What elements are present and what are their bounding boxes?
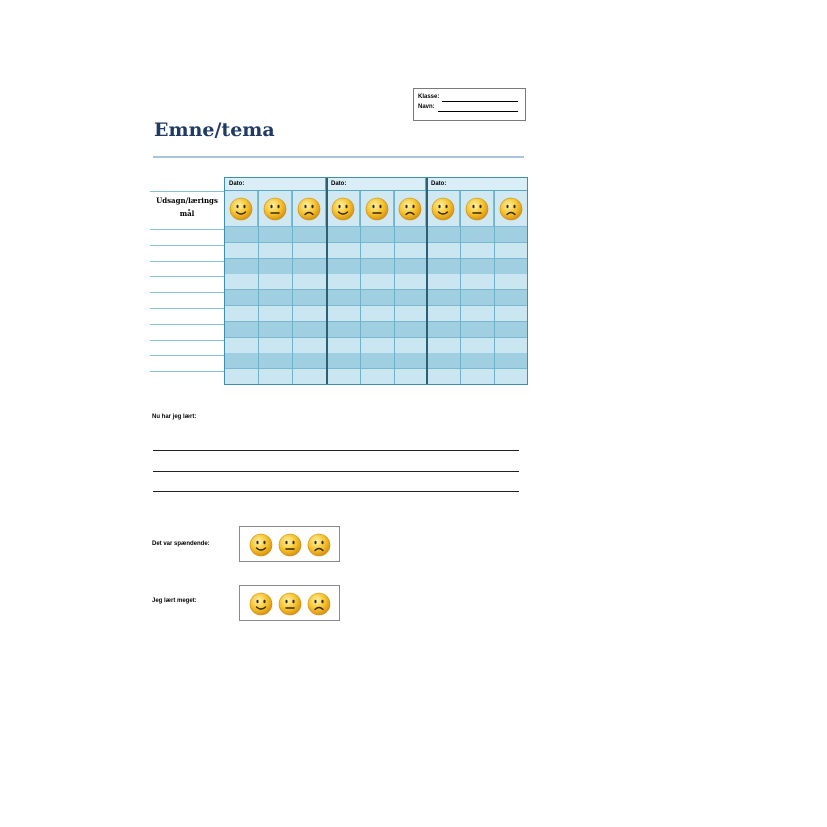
face-header-cell xyxy=(258,191,292,227)
evaluation-table xyxy=(224,177,528,385)
face-header-cell xyxy=(426,191,460,227)
name-field[interactable] xyxy=(418,104,435,110)
neutral-face-icon[interactable] xyxy=(263,197,287,221)
statement-line[interactable] xyxy=(150,229,224,230)
sad-face-icon[interactable] xyxy=(398,197,422,221)
column-divider xyxy=(494,191,495,385)
page-title: Emne/tema xyxy=(154,119,275,141)
statement-line[interactable] xyxy=(150,355,224,356)
name-label: Navn: xyxy=(418,104,435,110)
table-row[interactable] xyxy=(224,274,528,290)
learned-write-line[interactable] xyxy=(153,450,519,451)
table-row[interactable] xyxy=(224,290,528,306)
column-divider xyxy=(394,191,395,385)
column-divider xyxy=(326,177,328,385)
happy-face-icon[interactable] xyxy=(331,197,355,221)
date-cell[interactable]: Dato: xyxy=(326,177,426,191)
table-row[interactable] xyxy=(224,369,528,385)
face-header-cell xyxy=(292,191,326,227)
happy-face-icon[interactable] xyxy=(229,197,253,221)
face-header-cell xyxy=(494,191,528,227)
table-row[interactable] xyxy=(224,227,528,243)
sad-face-icon[interactable] xyxy=(307,592,331,616)
column-divider xyxy=(460,191,461,385)
name-line xyxy=(438,111,518,112)
table-row[interactable] xyxy=(224,306,528,322)
neutral-face-icon[interactable] xyxy=(465,197,489,221)
neutral-face-icon[interactable] xyxy=(278,533,302,557)
statement-line[interactable] xyxy=(150,371,224,372)
title-divider xyxy=(153,156,524,158)
face-header-cell xyxy=(224,191,258,227)
face-header-cell xyxy=(394,191,426,227)
statement-line[interactable] xyxy=(150,245,224,246)
sad-face-icon[interactable] xyxy=(307,533,331,557)
sad-face-icon[interactable] xyxy=(499,197,523,221)
table-body xyxy=(224,227,528,385)
table-row[interactable] xyxy=(224,259,528,275)
happy-face-icon[interactable] xyxy=(249,592,273,616)
statement-line[interactable] xyxy=(150,308,224,309)
date-cell[interactable]: Dato: xyxy=(426,177,528,191)
face-header-cell xyxy=(326,191,360,227)
statement-line[interactable] xyxy=(150,276,224,277)
class-label: Klasse: xyxy=(418,94,440,100)
statement-line[interactable] xyxy=(150,261,224,262)
table-row[interactable] xyxy=(224,243,528,259)
learned-write-line[interactable] xyxy=(153,471,519,472)
rating-label-exciting: Det var spændende: xyxy=(152,541,210,547)
statement-column-header: Udsagn/lærings mål xyxy=(150,191,224,229)
column-divider xyxy=(292,191,293,385)
neutral-face-icon[interactable] xyxy=(278,592,302,616)
statement-line[interactable] xyxy=(150,292,224,293)
table-row[interactable] xyxy=(224,338,528,354)
face-header-cell xyxy=(460,191,494,227)
statement-line[interactable] xyxy=(150,340,224,341)
rating-faces-learned[interactable] xyxy=(239,585,340,621)
learned-write-line[interactable] xyxy=(153,491,519,492)
face-header-cell xyxy=(360,191,394,227)
sad-face-icon[interactable] xyxy=(297,197,321,221)
table-row[interactable] xyxy=(224,322,528,338)
class-line xyxy=(442,101,518,102)
neutral-face-icon[interactable] xyxy=(365,197,389,221)
student-info-box xyxy=(413,88,526,121)
rating-label-learned: Jeg lært meget: xyxy=(152,598,197,604)
column-divider xyxy=(360,191,361,385)
class-field[interactable] xyxy=(418,94,439,100)
date-cell[interactable]: Dato: xyxy=(224,177,326,191)
learned-label: Nu har jeg lært: xyxy=(152,414,197,420)
happy-face-icon[interactable] xyxy=(249,533,273,557)
table-row[interactable] xyxy=(224,353,528,369)
statement-line[interactable] xyxy=(150,324,224,325)
column-divider xyxy=(258,191,259,385)
column-divider xyxy=(426,177,428,385)
rating-faces-exciting[interactable] xyxy=(239,526,340,562)
happy-face-icon[interactable] xyxy=(431,197,455,221)
